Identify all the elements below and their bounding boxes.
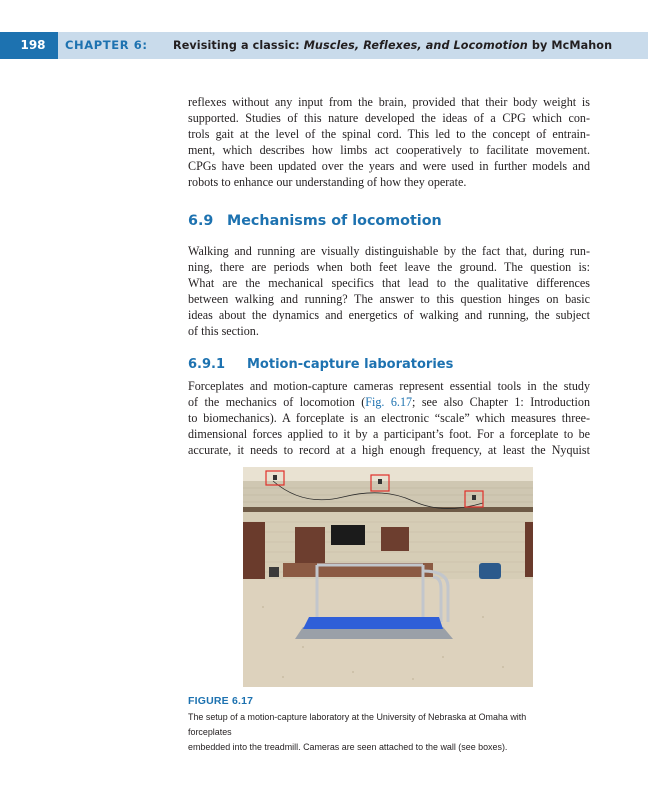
text-line: trols gait at the level of the spinal cord. This led to the concept of entrain- [188,127,590,142]
section-number: 6.9 [188,213,214,229]
text-fragment: ; see also Chapter 1: Introduction [412,395,590,410]
chapter-title [173,32,612,59]
chapter-title-suffix: by McMahon [527,39,613,52]
chapter-title-italic: Muscles, Reflexes, and Locomotion [303,39,528,52]
subsection-number: 6.9.1 [188,357,226,372]
figure-caption [188,710,560,755]
text-line: CPGs have been updated over the years and were used in further models and [188,159,590,174]
cabinet-left [243,522,265,582]
figure-label: FIGURE 6.17 [188,695,254,707]
camera-icon [273,475,277,480]
figure-image [243,467,533,687]
text-line: supported. Studies of this nature developed the ideas of a CPG which con- [188,111,590,126]
chair [479,563,501,579]
text-line: accurate, it needs to record at a high enough frequency, at least the Nyquist [188,443,590,458]
text-line: ideas about the dynamics and energetics of walking and running, the subject [188,308,590,323]
caption-line: The setup of a motion-capture laboratory at the University of Nebraska at Omaha with forceplates [188,712,527,738]
caption-line: embedded into the treadmill. Cameras are seen attached to the wall (see boxes). [188,742,508,753]
section-heading [188,213,442,229]
tv-screen [331,525,365,545]
subsection-heading [188,357,453,372]
treadmill-belt [303,617,443,629]
section-title: Mechanisms of locomotion [227,213,442,229]
text-line: Walking and running are visually distinguishable by the fact that, during run- [188,244,590,258]
section-paragraph [188,243,590,340]
text-line: ning, there are periods when both feet leave the ground. The question is: [188,260,590,275]
bin [269,567,279,577]
cabinet [381,527,409,551]
cabinet-right [525,522,533,577]
text-line: reflexes without any input from the brain, provided that their body weight is [188,95,590,109]
page-number: 198 [0,32,58,59]
subsection-paragraph [188,378,590,458]
text-line: ment, which describes how limbs act cooperatively to facilitate movement. [188,143,590,158]
chapter-label: CHAPTER 6: [65,38,148,52]
figure-link[interactable]: Fig. 6.17 [365,395,413,410]
text-line: robots to enhance our understanding of how they operate. [188,175,467,190]
text-line: between walking and running? The answer to this question hinges on basic [188,292,590,307]
text-line: What are the mechanical specifics that lead to the qualitative differences [188,276,590,291]
running-header [0,32,648,59]
intro-paragraph [188,94,590,191]
camera-icon [378,479,382,484]
camera-icon [472,495,476,500]
text-line: Forceplates and motion-capture cameras represent essential tools in the study [188,379,590,393]
lab-photo [243,467,533,687]
text-fragment: of the mechanics of locomotion ( [188,395,366,410]
text-line: of this section. [188,324,259,339]
text-line: dimensional forces applied to it by a participant’s foot. For a forceplate to be [188,427,590,442]
subsection-title: Motion-capture laboratories [247,357,454,372]
text-line: to biomechanics). A forceplate is an electronic “scale” which measures three- [188,411,590,426]
wall-stripe [243,507,533,512]
chapter-title-prefix: Revisiting a classic: [173,39,304,52]
text-line [188,394,590,410]
